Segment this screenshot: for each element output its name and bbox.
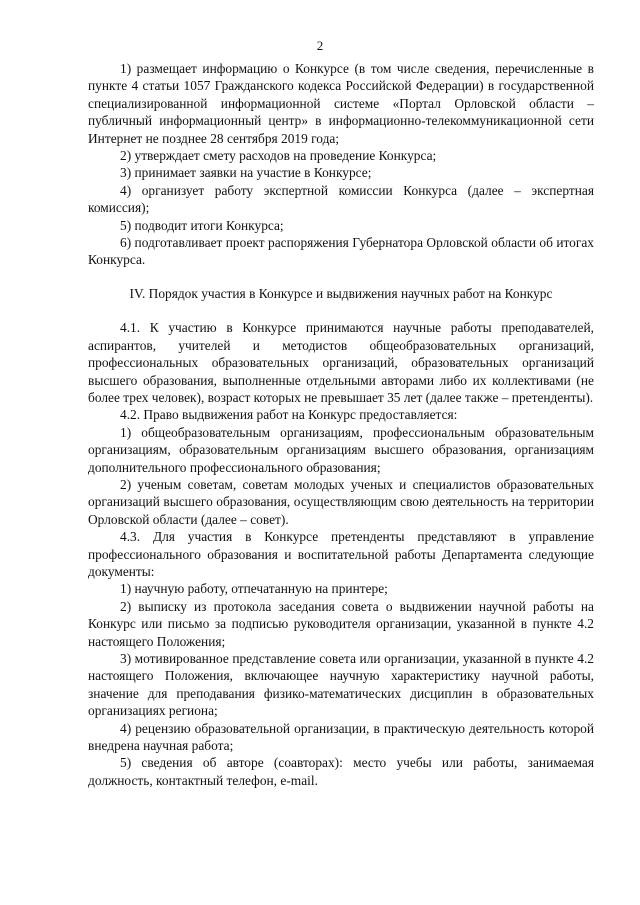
paragraph-4-2: 4.2. Право выдвижения работ на Конкурс предоставляется: — [120, 407, 458, 423]
paragraph-duty-5: 5) подводит итоги Конкурса; — [120, 217, 284, 233]
paragraph-duty-4: 4) организует работу экспертной комиссии Конкурса (далее – экспертная комиссия); — [88, 182, 594, 216]
paragraph-4-3-item-2: 2) выписку из протокола заседания совета о выдвижении научной работы на Конкурс или письмо за подписью руководителя организации, указанной в пункте 4.2 настоящего Положения; — [88, 598, 594, 649]
paragraph-duty-2: 2) утверждает смету расходов на проведение Конкурса; — [120, 148, 437, 164]
paragraph-duty-6: 6) подготавливает проект распоряжения Губернатора Орловской области об итогах Конкурса. — [88, 235, 594, 268]
document-body — [88, 60, 594, 789]
section-heading: IV. Порядок участия в Конкурсе и выдвижения научных работ на Конкурс — [129, 285, 553, 301]
paragraph-duty-1: 1) размещает информацию о Конкурсе (в том числе сведения, перечисленные в пункте 4 статьи 1057 Гражданского кодекса Российской Федерации) в государственной специализированной информационной системе «Портал Орловской области – публичный информационный центр» в информационно-телекоммуникационной сети Интернет не позднее 28 сентября 2019 года; — [88, 61, 594, 146]
paragraph-4-3-item-4: 4) рецензию образовательной организации, в практическую деятельность которой внедрена научная работа; — [88, 720, 594, 754]
paragraph-4-3-item-5: 5) сведения об авторе (соавторах): место учебы или работы, занимаемая должность, контактный телефон, e-mail. — [88, 755, 594, 788]
paragraph-4-2-item-2: 2) ученым советам, советам молодых ученых и специалистов образовательных организаций высшего образования, осуществляющим свою деятельность на территории Орловской области (далее – совет). — [88, 476, 594, 527]
paragraph-4-1: 4.1. К участию в Конкурсе принимаются научные работы преподавателей, аспирантов, учителей и методистов общеобразовательных организаций, профессиональных образовательных организаций, образовательных организаций высшего образования, выполненные отдельными авторами либо их коллективами (не более трех человек), возраст которых не превышает 35 лет (далее также – претенденты). — [88, 320, 594, 405]
paragraph-4-3-item-1: 1) научную работу, отпечатанную на принтере; — [120, 581, 388, 597]
paragraph-4-3: 4.3. Для участия в Конкурсе претенденты представляют в управление профессионального образования и воспитательной работы Департамента следующие документы: — [88, 529, 594, 579]
paragraph-4-3-item-3: 3) мотивированное представление совета или организации, указанной в пункте 4.2 настоящего Положения, включающее научную характеристику научной работы, значение для преподавания физико-математических дисциплин в образовательных организациях региона; — [88, 651, 594, 719]
paragraph-4-2-item-1: 1) общеобразовательным организациям, профессиональным образовательным организациям, образовательным организациям высшего образования, организациям дополнительного профессионального образования; — [88, 424, 594, 475]
paragraph-duty-3: 3) принимает заявки на участие в Конкурсе; — [120, 165, 372, 181]
page-number: 2 — [316, 38, 324, 53]
